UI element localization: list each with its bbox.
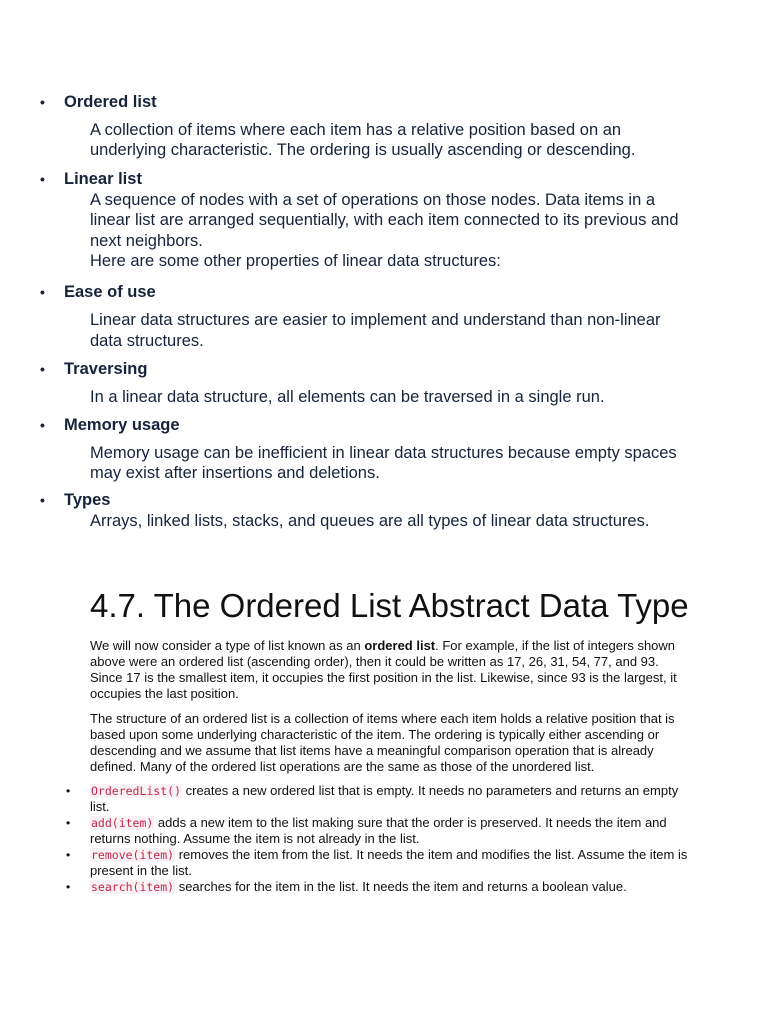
bullet-icon: •	[66, 784, 71, 798]
definition-term	[40, 168, 768, 190]
bullet-icon: •	[40, 94, 45, 110]
operation-code: search(item)	[91, 880, 175, 894]
intro-paragraph	[90, 638, 690, 702]
section-heading: 4.7. The Ordered List Abstract Data Type	[90, 587, 689, 624]
bullet-icon: •	[40, 492, 45, 509]
term-text: Traversing	[64, 360, 148, 379]
definition-item	[0, 91, 768, 161]
operation-item	[66, 783, 690, 815]
structure-paragraph: The structure of an ordered list is a collection of items where each item holds a relative position that is based upon some underlying characteristic of the item. The ordering is typically either ascending or descending and we assume that list items have a meaningful comparison operation that is already defined. Many of the ordered list operations are the same as those of the unordered list.	[90, 711, 675, 774]
bullet-icon: •	[66, 880, 71, 894]
bullet-icon: •	[66, 848, 71, 862]
operation-text: searches for the item in the list. It needs the item and returns a boolean value.	[175, 879, 627, 894]
operation-text: removes the item from the list. It needs the item and modifies the list. Assume the item is present in the list.	[90, 847, 688, 878]
definition-desc: In a linear data structure, all elements can be traversed in a single run.	[90, 388, 605, 407]
term-text: Linear list	[64, 169, 142, 188]
definition-term	[40, 358, 768, 380]
para-text: We will now consider a type of list known as an	[90, 638, 365, 653]
definition-term	[40, 91, 768, 113]
definition-term	[40, 489, 768, 511]
definition-desc: Here are some other properties of linear data structures:	[90, 252, 501, 271]
definition-item	[0, 414, 768, 484]
definition-item	[0, 489, 768, 531]
operation-item	[66, 815, 690, 847]
definition-desc: A sequence of nodes with a set of operations on those nodes. Data items in a linear list are arranged sequentially, with each item connected to its previous and next neighbors.	[90, 190, 679, 250]
definition-desc: Arrays, linked lists, stacks, and queues are all types of linear data structures.	[90, 512, 650, 531]
definition-term	[40, 281, 768, 303]
definition-item	[0, 281, 768, 351]
operation-item	[66, 879, 690, 895]
operation-code: remove(item)	[91, 848, 175, 862]
bullet-icon: •	[66, 816, 71, 830]
ordered-list-section	[66, 585, 690, 895]
para-text: . For example, if the list of integers shown above were an ordered list (ascending order), then it could be written as 17, 26, 31, 54, 77, and 93. Since 17 is the smallest item, it occupies the first position in the list. Likewise, since 93 is the largest, it occupies the last position.	[90, 638, 677, 701]
operation-text: adds a new item to the list making sure that the order is preserved. It needs the item and returns nothing. Assume the item is not already in the list.	[90, 815, 667, 846]
term-text: Ease of use	[64, 283, 156, 302]
definition-list	[0, 91, 768, 532]
bullet-icon: •	[40, 416, 45, 433]
operations-list	[66, 783, 690, 895]
term-text: Ordered list	[64, 93, 157, 111]
term-text: Memory usage	[64, 415, 180, 434]
operation-text: creates a new ordered list that is empty. It needs no parameters and returns an empty list.	[90, 783, 679, 814]
term-text: Types	[64, 491, 111, 510]
bullet-icon: •	[40, 284, 45, 301]
operation-code: OrderedList()	[91, 784, 182, 798]
definition-item	[0, 168, 768, 272]
bullet-icon: •	[40, 170, 45, 187]
operation-item	[66, 847, 690, 879]
definition-desc: Memory usage can be inefficient in linear data structures because empty spaces may exist after insertions and deletions.	[90, 443, 677, 483]
definition-item	[0, 358, 768, 407]
definition-desc: A collection of items where each item has a relative position based on an underlying characteristic. The ordering is usually ascending or descending.	[90, 121, 636, 160]
operation-code: add(item)	[91, 816, 154, 830]
bullet-icon: •	[40, 361, 45, 378]
definition-desc: Linear data structures are easier to implement and understand than non-linear data structures.	[90, 311, 661, 350]
definition-term	[40, 414, 768, 436]
bold-term: ordered list	[364, 638, 436, 653]
